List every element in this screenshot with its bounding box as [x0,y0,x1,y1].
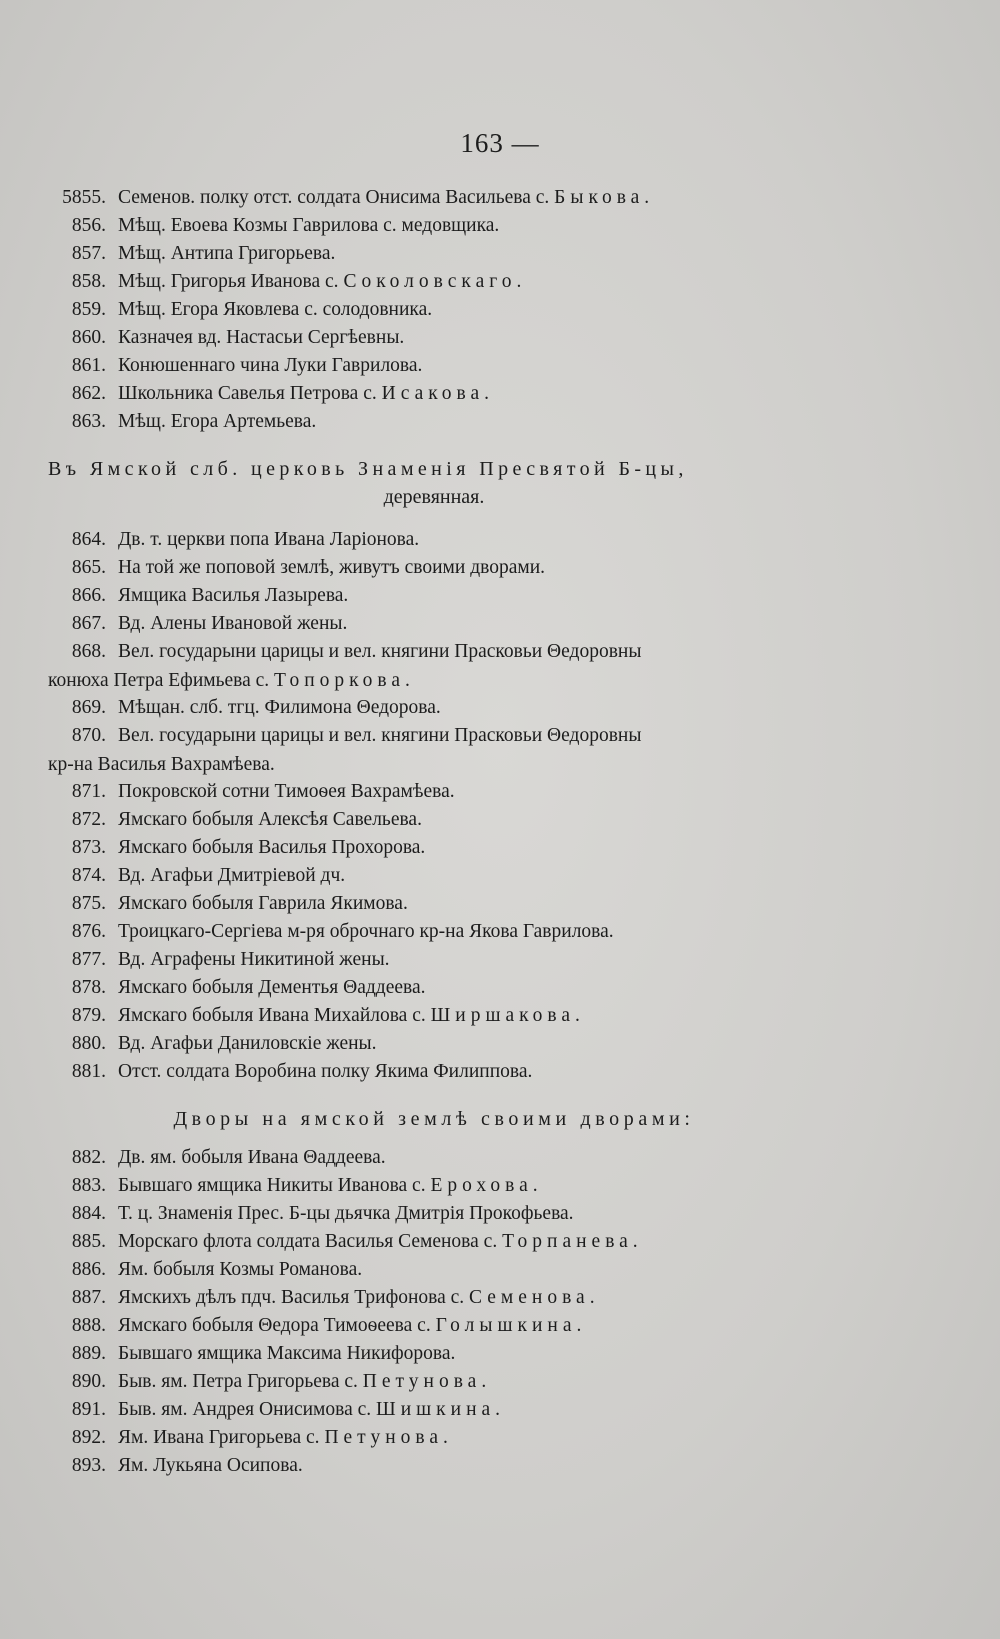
section-heading-continuation: деревянная. [383,486,485,508]
list-item [48,698,441,718]
entry-text: Вд. Аграфены Никитиной жены. [118,949,390,970]
entry-number: 857. [71,243,106,264]
entry-surname: Топоркова. [274,670,415,691]
entry-text: Быв. ям. Андрея Онисимова с. [118,1399,372,1420]
entry-number: 869. [71,697,106,718]
entry-number: 864. [71,529,106,550]
entry-surname: Исакова. [381,383,494,404]
list-item [48,1062,532,1082]
entry-surname: Торпанева. [502,1231,643,1252]
entry-number: 882. [71,1147,106,1168]
entry-text: конюха Петра Ефимьева с. [48,670,270,691]
entry-text: Покровской сотни Тимоѳея Вахрамѣева. [118,781,455,802]
list-item [48,1148,386,1168]
entry-number: 880. [71,1033,106,1054]
entry-text: Конюшеннаго чина Луки Гаврилова. [118,355,423,376]
entry-text: Бывшаго ямщика Максима Никифорова. [118,1343,456,1364]
entry-number: 893. [71,1455,106,1476]
list-item [48,1316,586,1336]
entry-number: 871. [71,781,106,802]
entry-number: 881. [71,1061,106,1082]
section-heading: Въ Ямской слб. церковь Знаменія Пресвятой Б-цы, [48,458,688,480]
entry-number: 874. [71,865,106,886]
list-item-continuation [48,670,415,692]
list-item [48,1260,362,1280]
entry-text: Т. ц. Знаменія Прес. Б-цы дьячка Дмитрія Прокофьева. [118,1203,574,1224]
entry-number: 892. [71,1427,106,1448]
entry-text: Отст. солдата Воробина полку Якима Филиппова. [118,1061,533,1082]
list-item [48,1232,643,1252]
entry-number: 872. [71,809,106,830]
entry-text: Дв. ям. бобыля Ивана Θаддеева. [118,1147,386,1168]
entry-text: Мѣщ. Евоева Козмы Гаврилова с. медовщика. [118,215,500,236]
entry-surname: Шишкина. [376,1399,506,1420]
list-item [48,530,419,550]
entry-number: 863. [71,411,106,432]
entry-text: Дв. т. церкви попа Ивана Ларіонова. [118,529,420,550]
entry-text: На той же поповой землѣ, живутъ своими дворами. [118,557,546,578]
list-item [48,244,335,264]
entry-text: Мѣщ. Григорья Иванова с. [118,271,339,292]
list-item [48,810,422,830]
entry-number: 856. [71,215,106,236]
entry-surname: Ширшакова. [430,1005,585,1026]
list-item [48,1204,574,1224]
entry-text: Вд. Агафьи Дмитріевой дч. [118,865,346,886]
entry-surname: Петунова. [362,1371,492,1392]
list-item [48,866,345,886]
list-item [48,384,494,404]
entry-text: Школьника Савелья Петрова с. [118,383,377,404]
entry-number: 885. [71,1231,106,1252]
list-item-continuation [48,754,275,776]
entry-text: Вд. Агафьи Даниловскіе жены. [118,1033,377,1054]
entry-text: Ям. бобыля Козмы Романова. [118,1259,363,1280]
list-item [48,558,545,578]
entry-number: 878. [71,977,106,998]
entry-number: 875. [71,893,106,914]
entry-number: 879. [71,1005,106,1026]
list-item [48,188,654,208]
entry-number: 876. [71,921,106,942]
list-item [48,1372,491,1392]
entry-text: Ямскаго бобыля Василья Прохорова. [118,837,426,858]
entry-number: 870. [71,725,106,746]
list-item [48,1428,453,1448]
list-item [48,356,422,376]
list-item [48,412,316,432]
entry-text: Мѣщ. Антипа Григорьева. [118,243,336,264]
list-item [48,328,404,348]
entry-text: Мѣщан. слб. тгц. Филимона Θедорова. [118,697,441,718]
entry-number: 883. [71,1175,106,1196]
list-item [48,1344,455,1364]
list-item [48,272,526,292]
entry-number: 890. [71,1371,106,1392]
list-item [48,642,641,662]
entry-surname: Голышкина. [435,1315,587,1336]
list-item [48,922,614,942]
list-item [48,1456,303,1476]
entry-surname: Соколовскаго. [343,271,527,292]
entry-text: Морскаго флота солдата Василья Семенова с. [118,1231,498,1252]
entry-text: Казначея вд. Настасьи Сергѣевны. [118,327,405,348]
entry-surname: Быкова. [554,187,655,208]
entry-text: Мѣщ. Егора Артемьева. [118,411,317,432]
entry-number: 858. [71,271,106,292]
entry-text: Ямскаго бобыля Алексѣя Савельева. [118,809,422,830]
entry-number: 891. [71,1399,106,1420]
list-item [48,614,347,634]
list-item [48,1006,585,1026]
entry-number: 884. [71,1203,106,1224]
entry-surname: Петунова. [324,1427,453,1448]
entry-text: Ямскаго бобыля Дементья Θаддеева. [118,977,426,998]
entry-text: Ям. Лукьяна Осипова. [118,1455,303,1476]
entry-number: 861. [71,355,106,376]
entry-text: кр-на Василья Вахрамѣева. [48,754,275,775]
entry-number: 5855. [62,187,106,208]
entry-text: Ямскаго бобыля Θедора Тимоѳеева с. [118,1315,431,1336]
entry-number: 862. [71,383,106,404]
entry-text: Ямскихъ дѣлъ пдч. Василья Трифонова с. [118,1287,465,1308]
list-item [48,726,641,746]
list-item [48,1034,377,1054]
entry-surname: Ерохова. [430,1175,543,1196]
entry-text: Ям. Ивана Григорьева с. [118,1427,320,1448]
list-item [48,1288,600,1308]
entry-text: Ямскаго бобыля Ивана Михайлова с. [118,1005,426,1026]
entry-number: 868. [71,641,106,662]
entry-number: 860. [71,327,106,348]
entry-number: 866. [71,585,106,606]
entry-text: Вд. Алены Ивановой жены. [118,613,348,634]
list-item [48,1400,505,1420]
page-number: 163 — [460,128,540,158]
entry-number: 859. [71,299,106,320]
entry-text: Семенов. полку отст. солдата Онисима Васильева с. [118,187,550,208]
entry-number: 865. [71,557,106,578]
entry-text: Быв. ям. Петра Григорьева с. [118,1371,358,1392]
entry-number: 888. [71,1315,106,1336]
entry-text: Мѣщ. Егора Яковлева с. солодовника. [118,299,433,320]
entry-number: 867. [71,613,106,634]
list-item [48,838,425,858]
entry-text: Бывшаго ямщика Никиты Иванова с. [118,1175,426,1196]
list-item [48,950,390,970]
entry-number: 887. [71,1287,106,1308]
entry-number: 889. [71,1343,106,1364]
list-item [48,782,455,802]
list-item [48,216,499,236]
entry-text: Вел. государыни царицы и вел. княгини Прасковьи Θедоровны [118,641,642,662]
entry-text: Троицкаго-Сергіева м-ря оброчнаго кр-на Якова Гаврилова. [118,921,614,942]
entry-text: Вел. государыни царицы и вел. княгини Прасковьи Θедоровны [118,725,642,746]
entry-text: Ямскаго бобыля Гаврила Якимова. [118,893,408,914]
list-item [48,300,432,320]
list-item [48,586,348,606]
entry-text: Ямщика Василья Лазырева. [118,585,349,606]
section-heading: Дворы на ямской землѣ своими дворами: [173,1108,695,1130]
entry-surname: Семенова. [469,1287,600,1308]
list-item [48,894,408,914]
list-item [48,978,426,998]
entry-number: 877. [71,949,106,970]
entry-number: 886. [71,1259,106,1280]
entry-number: 873. [71,837,106,858]
list-item [48,1176,543,1196]
